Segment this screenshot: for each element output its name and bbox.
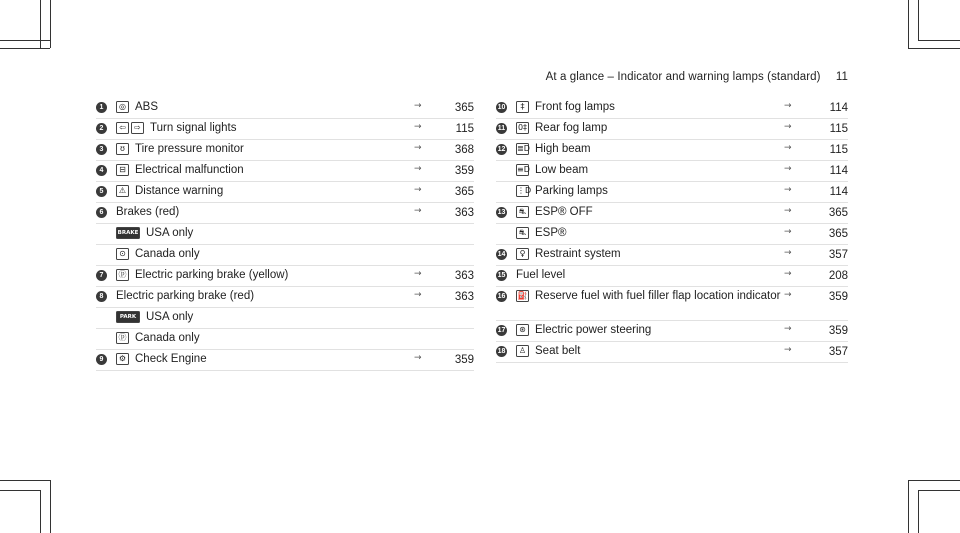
page-reference-arrow-icon: → (414, 164, 422, 174)
crop-mark (0, 40, 50, 41)
indicator-row (96, 182, 474, 203)
indicator-icons (116, 269, 129, 281)
item-number-badge: 7 (96, 270, 107, 281)
page-reference-arrow-icon: → (784, 206, 792, 216)
page-reference-arrow-icon: → (784, 324, 792, 334)
indicator-label: Electrical malfunction (135, 164, 244, 176)
indicator-icons (516, 185, 532, 197)
page-reference-arrow-icon: → (784, 101, 792, 111)
page-reference[interactable]: 365 (454, 186, 474, 198)
indicator-row (496, 321, 848, 342)
crop-mark (0, 48, 50, 49)
crop-mark (918, 490, 960, 491)
page-reference[interactable]: 114 (829, 102, 848, 114)
item-number-badge: 16 (497, 293, 506, 300)
crop-mark (50, 0, 51, 48)
indicator-row (96, 308, 474, 329)
indicator-icons (516, 324, 529, 336)
page-reference[interactable]: 359 (828, 325, 848, 337)
indicator-row (96, 140, 474, 161)
crop-mark (908, 480, 960, 481)
indicator-row (496, 119, 848, 140)
item-number-badge: 5 (96, 186, 107, 197)
parking-circle-icon: ⓟ (116, 332, 129, 344)
indicator-label: Check Engine (135, 353, 207, 365)
battery-icon: ⊟ (116, 164, 129, 176)
page-reference-arrow-icon: → (414, 290, 422, 300)
indicator-icons (516, 227, 529, 239)
crop-mark (918, 0, 919, 40)
indicator-label: ESP® (535, 227, 567, 239)
crop-mark (908, 48, 960, 49)
page-reference[interactable]: 208 (828, 270, 848, 282)
crop-mark (918, 40, 960, 41)
page-reference-arrow-icon: → (784, 143, 792, 153)
esp-off-icon: ⛐ (516, 206, 529, 218)
page-reference-arrow-icon: → (414, 206, 422, 216)
page-header (546, 71, 848, 83)
page-reference-arrow-icon: → (784, 185, 792, 195)
page-header-title: At a glance – Indicator and warning lamps (standard) (545, 71, 821, 83)
page-reference-arrow-icon: → (414, 122, 422, 132)
esp-icon: ⛐ (516, 227, 529, 239)
turn-right-icon: ⇨ (131, 122, 144, 134)
indicator-icons (116, 101, 129, 113)
indicator-label: USA only (146, 227, 194, 239)
indicator-row (96, 329, 474, 350)
indicator-label: Parking lamps (535, 185, 608, 197)
item-number-badge: 10 (497, 104, 506, 111)
item-number-badge: 2 (96, 123, 107, 134)
item-number-badge: 6 (96, 207, 107, 218)
indicator-icons (516, 164, 529, 176)
indicator-label: Canada only (135, 248, 200, 260)
distance-warning-icon: ⚠ (116, 185, 129, 197)
page-reference-arrow-icon: → (414, 353, 422, 363)
page-reference[interactable]: 365 (828, 207, 848, 219)
park-text-icon: PARK (116, 311, 140, 323)
indicator-icons (116, 164, 129, 176)
indicator-icons (116, 332, 129, 344)
page-reference[interactable]: 115 (455, 123, 474, 135)
indicator-row (496, 224, 848, 245)
check-engine-icon: ⚙ (116, 353, 129, 365)
page-reference[interactable]: 368 (454, 144, 474, 156)
page-reference[interactable]: 359 (828, 291, 848, 303)
indicator-label: Electric power steering (535, 324, 652, 336)
parking-brake-icon: ⓟ (116, 269, 129, 281)
page-reference-arrow-icon: → (784, 269, 792, 279)
indicator-row (496, 182, 848, 203)
indicator-row (496, 245, 848, 266)
indicator-label: USA only (146, 311, 194, 323)
page-reference-arrow-icon: → (414, 143, 422, 153)
high-beam-icon: ≣D (517, 144, 530, 153)
item-number-badge: 12 (497, 146, 506, 153)
page-reference[interactable]: 357 (828, 249, 848, 261)
page-reference[interactable]: 359 (454, 165, 474, 177)
indicator-row (96, 98, 474, 119)
indicator-row (496, 161, 848, 182)
page-reference[interactable]: 115 (829, 123, 848, 135)
indicator-label: ABS (135, 101, 159, 113)
crop-mark (0, 480, 50, 481)
indicator-row (96, 119, 474, 140)
indicator-list-left (96, 98, 474, 371)
indicator-row (496, 98, 848, 119)
indicator-label: Rear fog lamp (535, 122, 608, 134)
crop-mark (918, 490, 919, 533)
indicator-row (496, 203, 848, 224)
page-reference-arrow-icon: → (784, 122, 792, 132)
indicator-label: Reserve fuel with fuel filler flap location indicator (535, 290, 781, 302)
brake-text-icon: BRAKE (116, 227, 140, 239)
item-number-badge: 17 (497, 327, 506, 334)
brake-circle-icon: ⊙ (116, 248, 129, 260)
item-number-badge: 15 (497, 272, 506, 279)
indicator-icons (516, 290, 529, 302)
indicator-icons (516, 101, 529, 113)
indicator-row (96, 203, 474, 224)
indicator-label: Tire pressure monitor (135, 143, 244, 155)
indicator-label: Canada only (135, 332, 200, 344)
indicator-row (96, 161, 474, 182)
indicator-row (496, 342, 848, 363)
indicator-label: Brakes (red) (116, 206, 180, 218)
item-number-badge: 9 (96, 354, 107, 365)
indicator-icons (116, 185, 129, 197)
power-steering-icon: ⊛ (516, 324, 529, 336)
indicator-row (496, 266, 848, 287)
indicator-row (96, 287, 474, 308)
restraint-system-icon: ♀ (516, 248, 529, 260)
page-reference[interactable]: 363 (454, 270, 474, 282)
indicator-icons (116, 248, 129, 260)
fuel-reserve-icon: ⛽ (517, 291, 528, 300)
page-reference-arrow-icon: → (784, 290, 792, 300)
crop-mark (908, 0, 909, 48)
item-number-badge: 18 (497, 348, 506, 355)
indicator-icons (116, 227, 140, 239)
indicator-icons (516, 206, 529, 218)
indicator-row (96, 245, 474, 266)
indicator-row (496, 140, 848, 161)
page-number: 11 (835, 71, 848, 83)
indicator-row (96, 350, 474, 371)
indicator-label: High beam (535, 143, 591, 155)
item-number-badge: 8 (96, 291, 107, 302)
indicator-label: Electric parking brake (red) (116, 290, 255, 302)
indicator-row (96, 266, 474, 287)
indicator-icons (516, 345, 529, 357)
indicator-label: Distance warning (135, 185, 224, 197)
rear-fog-icon: 0‡ (517, 123, 528, 132)
page-reference[interactable]: 115 (829, 144, 848, 156)
page-reference[interactable]: 114 (829, 186, 848, 198)
page-reference-arrow-icon: → (784, 227, 792, 237)
item-number-badge: 1 (96, 102, 107, 113)
page-reference-arrow-icon: → (784, 164, 792, 174)
indicator-icons (516, 143, 529, 155)
indicator-label: Restraint system (535, 248, 621, 260)
indicator-icons (116, 311, 140, 323)
abs-icon: ◎ (116, 101, 129, 113)
page-reference[interactable]: 359 (454, 354, 474, 366)
indicator-icons (116, 122, 144, 134)
indicator-list-right (496, 98, 848, 363)
item-number-badge: 13 (497, 209, 506, 216)
page-reference-arrow-icon: → (414, 185, 422, 195)
front-fog-icon: ‡ (516, 101, 529, 113)
item-number-badge: 3 (96, 144, 107, 155)
crop-mark (40, 490, 41, 533)
indicator-label: ESP® OFF (535, 206, 593, 218)
low-beam-icon: ≡D (517, 165, 530, 174)
indicator-label: Low beam (535, 164, 589, 176)
page-reference[interactable]: 114 (829, 165, 848, 177)
indicator-label: Seat belt (535, 345, 581, 357)
page-reference-arrow-icon: → (414, 101, 422, 111)
crop-mark (50, 480, 51, 533)
indicator-icons (116, 143, 129, 155)
parking-lamps-icon: ⋮D (517, 186, 532, 195)
indicator-icons (116, 353, 129, 365)
item-number-badge: 14 (497, 251, 506, 258)
page-reference[interactable]: 365 (454, 102, 474, 114)
indicator-row (96, 224, 474, 245)
page-reference[interactable]: 365 (828, 228, 848, 240)
page-reference[interactable]: 363 (454, 291, 474, 303)
crop-mark (0, 490, 40, 491)
item-number-badge: 4 (96, 165, 107, 176)
page-reference[interactable]: 363 (454, 207, 474, 219)
crop-mark (908, 480, 909, 533)
tire-pressure-icon: ʊ (116, 143, 129, 155)
page-reference-arrow-icon: → (784, 248, 792, 258)
indicator-row (496, 287, 848, 321)
page-reference-arrow-icon: → (414, 269, 422, 279)
indicator-icons (516, 122, 529, 134)
turn-left-icon: ⇦ (116, 122, 129, 134)
page-reference-arrow-icon: → (784, 345, 792, 355)
seat-belt-icon: ♙ (516, 345, 529, 357)
page-reference[interactable]: 357 (828, 346, 848, 358)
indicator-label: Fuel level (516, 269, 566, 281)
indicator-label: Front fog lamps (535, 101, 615, 113)
indicator-label: Electric parking brake (yellow) (135, 269, 289, 281)
item-number-badge: 11 (497, 125, 506, 132)
indicator-label: Turn signal lights (150, 122, 237, 134)
indicator-icons (516, 248, 529, 260)
